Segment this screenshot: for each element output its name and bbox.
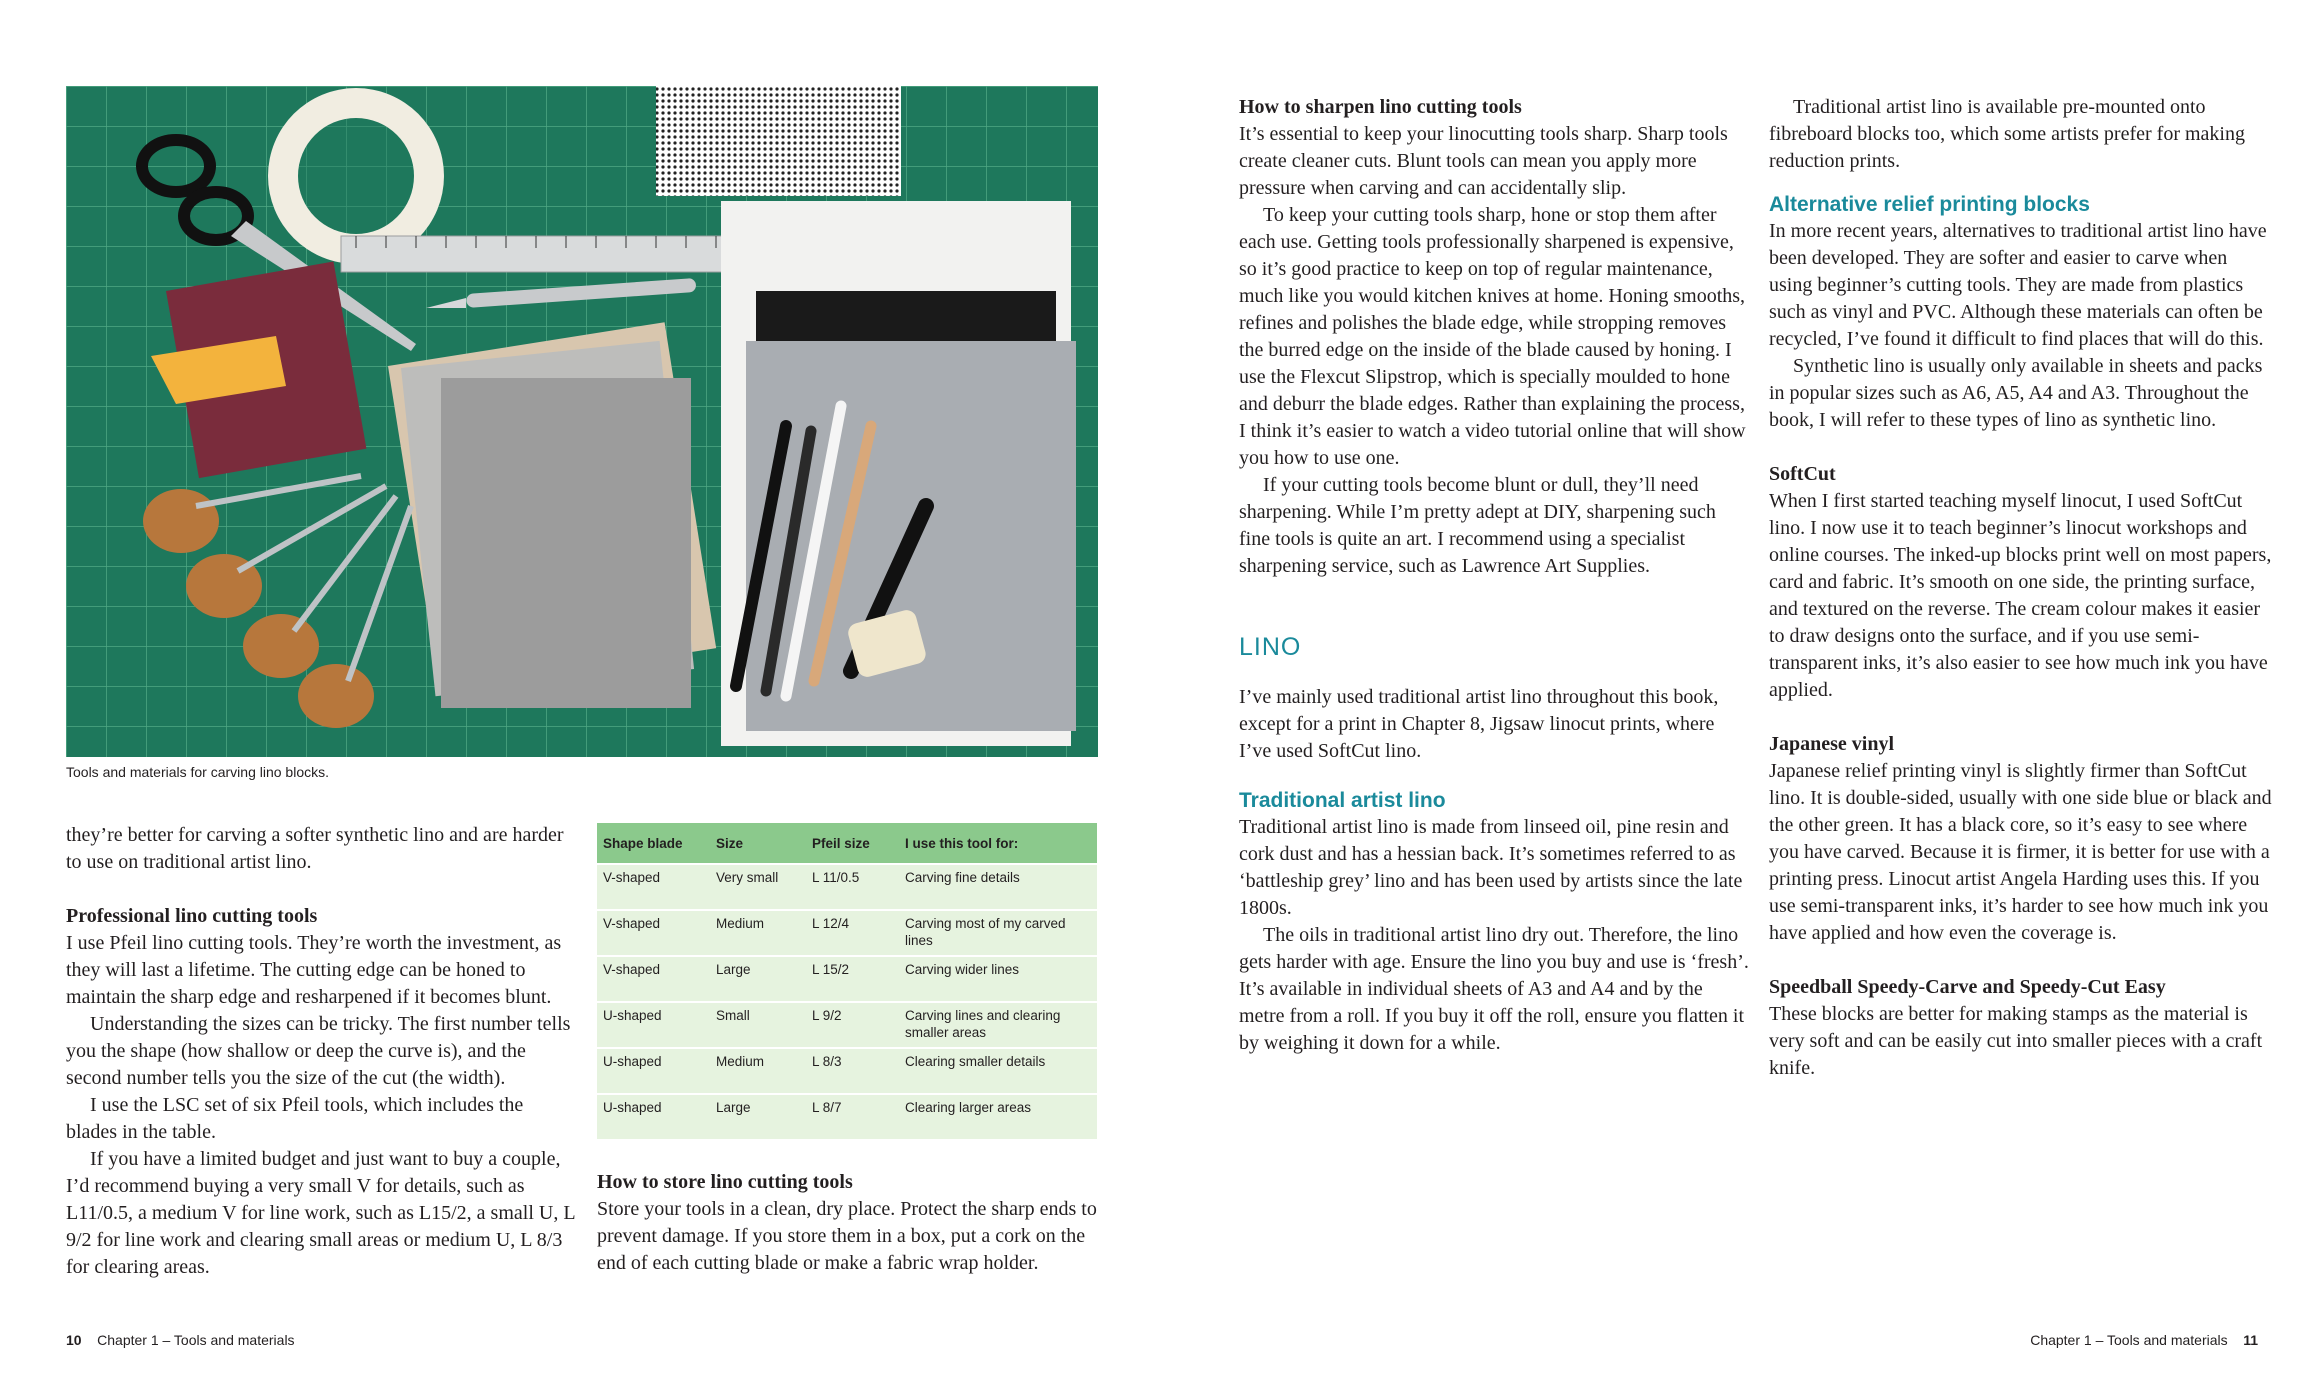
running-footer: Chapter 1 – Tools and materials <box>2030 1332 2228 1348</box>
table-cell: V-shaped <box>597 956 710 1002</box>
table-cell: L 11/0.5 <box>806 864 899 910</box>
heading-store-tools: How to store lino cutting tools <box>597 1171 853 1193</box>
paragraph: I use Pfeil lino cutting tools. They’re worth the investment, as they will last a lifetime. The cutting edge can be honed to maintain the sharp edge and resharpened if it becomes blunt. <box>66 932 562 1008</box>
table-cell: V-shaped <box>597 910 710 956</box>
right-column-2 <box>1769 94 2274 1082</box>
paragraph: Traditional artist lino is made from linseed oil, pine resin and cork dust and has a hessian back. It’s sometimes referred to as ‘battleship grey’ lino and has been used by artists since the late 1800s. <box>1239 816 1743 919</box>
page-number: 10 <box>66 1332 82 1348</box>
table-header: I use this tool for: <box>899 823 1097 864</box>
paragraph: In more recent years, alternatives to traditional artist lino have been developed. They are softer and easier to carve when using beginner’s cutting tools. They are made from plastics such as vinyl and PVC. Although these materials can often be recycled, I’ve found it difficult to find places that will do this. <box>1769 220 2267 350</box>
table-cell: L 15/2 <box>806 956 899 1002</box>
table-cell: Medium <box>710 910 806 956</box>
paragraph: Japanese relief printing vinyl is slightly firmer than SoftCut lino. It is double-sided, usually with one side blue or black and the other green. It has a black core, so it’s easy to see where you have carved. Because it is firmer, it is better for use with a printing press. Linocut artist Angela Harding uses this. If you use semi-transparent inks, it’s harder to see how much ink you have applied and how even the coverage is. <box>1769 760 2272 944</box>
table-header: Size <box>710 823 806 864</box>
heading-sharpen-tools: How to sharpen lino cutting tools <box>1239 96 1522 118</box>
tools-photo-illustration <box>66 86 1098 757</box>
heading-speedball: Speedball Speedy-Carve and Speedy-Cut Easy <box>1769 976 2166 998</box>
table-cell: Carving fine details <box>899 864 1097 910</box>
paragraph: It’s essential to keep your linocutting tools sharp. Sharp tools create cleaner cuts. Blunt tools can mean you apply more pressure when carving and can accidentally slip. <box>1239 123 1728 199</box>
intro-paragraph: they’re better for carving a softer synthetic lino and are harder to use on traditional artist lino. <box>66 824 564 873</box>
photo-caption: Tools and materials for carving lino blocks. <box>66 764 330 780</box>
paragraph: Understanding the sizes can be tricky. The first number tells you the shape (how shallow or deep the curve is), and the second number tells you the size of the cut (the width). <box>66 1013 571 1089</box>
pfeil-tools-table <box>597 823 1097 1139</box>
paragraph: Store your tools in a clean, dry place. Protect the sharp ends to prevent damage. If you store them in a box, put a cork on the end of each cutting blade or make a fabric wrap holder. <box>597 1198 1097 1274</box>
paragraph: If you have a limited budget and just want to buy a couple, I’d recommend buying a very small V for details, such as L11/0.5, a medium V for line work, such as L15/2, a small U, L 9/2 for line work and clearing small areas or medium U, L 8/3 for clearing areas. <box>66 1148 575 1278</box>
table-cell: V-shaped <box>597 864 710 910</box>
table-cell: Carving lines and clearing smaller areas <box>899 1002 1097 1048</box>
table-row <box>597 864 1097 910</box>
paragraph: The oils in traditional artist lino dry out. Therefore, the lino gets harder with age. Ensure the lino you buy and use is ‘fresh’. It’s available in individual sheets of A3 and A4 and by the metre from a roll. If you buy it off the roll, ensure you flatten it by weighing it down for a while. <box>1239 924 1749 1054</box>
heading-alternative-blocks: Alternative relief printing blocks <box>1769 193 2090 216</box>
table-cell: L 9/2 <box>806 1002 899 1048</box>
table-cell: Large <box>710 956 806 1002</box>
table-cell: Large <box>710 1094 806 1139</box>
table-cell: L 8/3 <box>806 1048 899 1094</box>
heading-lino: LINO <box>1239 633 1302 661</box>
table-cell: Medium <box>710 1048 806 1094</box>
paragraph: To keep your cutting tools sharp, hone or stop them after each use. Getting tools professionally sharpened is expensive, so it’s good practice to keep on top of regular maintenance, much like you would kitchen knives at home. Honing smooths, refines and polishes the blade edge, while stropping removes the burred edge on the inside of the blade caused by honing. I use the Flexcut Slipstrop, which is specially moulded to hone and deburr the blade edges. Rather than explaining the process, I think it’s easier to watch a video tutorial online that will show you how to use one. <box>1239 204 1746 469</box>
table-row <box>597 910 1097 956</box>
table-header-row <box>597 823 1097 864</box>
heading-professional-tools: Professional lino cutting tools <box>66 905 318 927</box>
table-header: Shape blade <box>597 823 710 864</box>
table-header: Pfeil size <box>806 823 899 864</box>
table-cell: U-shaped <box>597 1094 710 1139</box>
table-cell: Clearing smaller details <box>899 1048 1097 1094</box>
left-column-1 <box>66 822 576 1281</box>
left-column-2 <box>597 1169 1102 1277</box>
right-column-1 <box>1239 94 1749 1057</box>
table-cell: L 8/7 <box>806 1094 899 1139</box>
right-footer <box>2030 1332 2258 1348</box>
table-cell: U-shaped <box>597 1048 710 1094</box>
tools-photo <box>66 86 1098 757</box>
table-cell: Carving most of my carved lines <box>899 910 1097 956</box>
table-row <box>597 1002 1097 1048</box>
table-row <box>597 956 1097 1002</box>
table-cell: Carving wider lines <box>899 956 1097 1002</box>
running-footer: Chapter 1 – Tools and materials <box>97 1332 295 1348</box>
heading-softcut: SoftCut <box>1769 463 1836 485</box>
table-row <box>597 1094 1097 1139</box>
table-cell: Clearing larger areas <box>899 1094 1097 1139</box>
heading-traditional-lino: Traditional artist lino <box>1239 789 1446 812</box>
paragraph: If your cutting tools become blunt or dull, they’ll need sharpening. While I’m pretty adept at DIY, sharpening such fine tools is quite an art. I recommend using a specialist sharpening service, such as Lawrence Art Supplies. <box>1239 474 1716 577</box>
table-cell: Small <box>710 1002 806 1048</box>
page-number: 11 <box>2243 1332 2258 1348</box>
table-row <box>597 1048 1097 1094</box>
paragraph: Traditional artist lino is available pre-mounted onto fibreboard blocks too, which some artists prefer for making reduction prints. <box>1769 96 2245 172</box>
table-cell: L 12/4 <box>806 910 899 956</box>
paragraph: I use the LSC set of six Pfeil tools, which includes the blades in the table. <box>66 1094 524 1143</box>
left-footer <box>66 1332 295 1348</box>
paragraph: Synthetic lino is usually only available in sheets and packs in popular sizes such as A6, A5, A4 and A3. Throughout the book, I will refer to these types of lino as synthetic lino. <box>1769 355 2263 431</box>
table-cell: U-shaped <box>597 1002 710 1048</box>
paragraph: I’ve mainly used traditional artist lino throughout this book, except for a print in Chapter 8, Jigsaw linocut prints, where I’ve used SoftCut lino. <box>1239 686 1719 762</box>
paragraph: When I first started teaching myself linocut, I used SoftCut lino. I now use it to teach beginner’s linocut workshops and online courses. The inked-up blocks print well on most papers, card and fabric. It’s smooth on one side, the printing surface, and textured on the reverse. The cream colour makes it easier to draw designs onto the surface, and if you use semi-transparent inks, it’s also easier to see how much ink you have applied. <box>1769 490 2272 701</box>
heading-japanese-vinyl: Japanese vinyl <box>1769 733 1895 755</box>
paragraph: These blocks are better for making stamps as the material is very soft and can be easily cut into smaller pieces with a craft knife. <box>1769 1003 2263 1079</box>
table-cell: Very small <box>710 864 806 910</box>
